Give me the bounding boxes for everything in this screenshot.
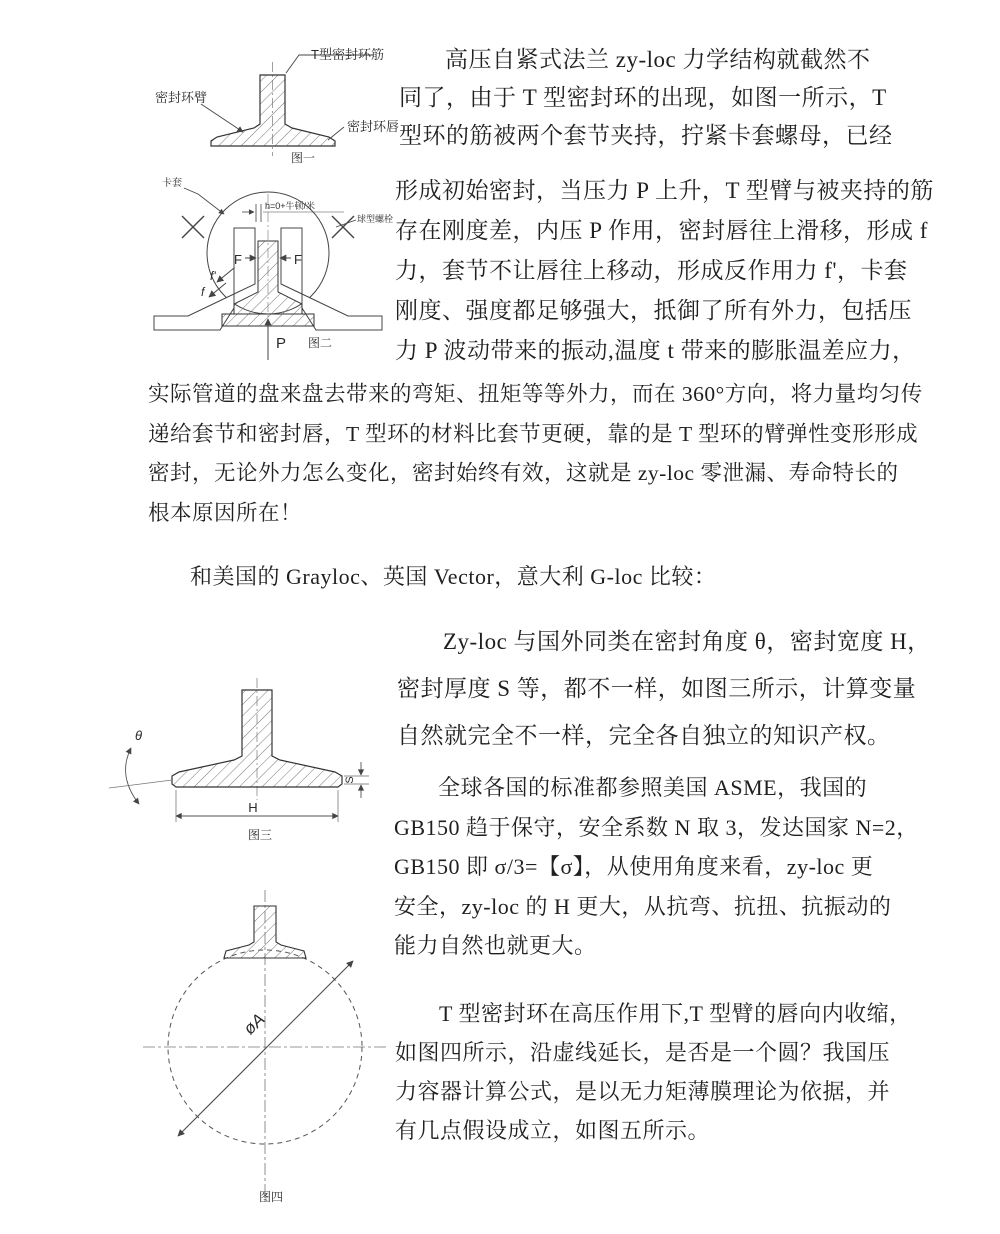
paragraph-line: GB150 即 σ/3=【σ】，从使用角度来看，zy-loc 更 <box>394 854 874 879</box>
standards-paragraph <box>394 768 919 966</box>
zyloc-difference-paragraph <box>397 618 931 759</box>
paragraph-line: 自然就完全不一样，完全各自独立的知识产权。 <box>397 723 891 748</box>
paragraph-line: 密封，无论外力怎么变化，密封始终有效，这就是 zy-loc 零泄漏、寿命特长的 <box>148 461 899 485</box>
figure-2-caption: 图二 <box>308 336 333 350</box>
reaction-force-label: f' <box>210 269 216 283</box>
force-left-label: F <box>234 252 242 267</box>
diameter-line <box>178 961 353 1136</box>
gap-label: h=0+牛顿/米 <box>265 201 316 211</box>
lip-leader-line <box>328 127 344 140</box>
paragraph-line: 型环的筋被两个套节夹持，拧紧卡套螺母，已经 <box>399 123 893 148</box>
paragraph-line: 能力自然也就更大。 <box>394 933 597 958</box>
angle-construction-line <box>109 780 172 788</box>
figure-4 <box>128 878 428 1210</box>
figure-3 <box>105 672 415 847</box>
t-ring-shape <box>224 906 306 958</box>
paragraph-line: 密封厚度 S 等，都不一样，如图三所示，计算变量 <box>397 676 917 701</box>
full-width-paragraph <box>148 375 923 533</box>
arm-leader-line <box>201 104 243 132</box>
clamp-label: 卡套 <box>162 178 182 189</box>
angle-arc <box>126 748 139 804</box>
friction-force-label: f <box>201 285 205 299</box>
paragraph-line: 存在刚度差，内压 P 作用，密封唇往上滑移，形成 f <box>395 218 928 243</box>
intro-paragraph-top <box>399 41 893 155</box>
paragraph-line: 和美国的 Grayloc、英国 Vector，意大利 G-loc 比较： <box>190 564 717 589</box>
paragraph-line: T 型密封环在高压作用下,T 型臂的唇向内收缩， <box>439 1001 912 1026</box>
paragraph-line: GB150 趋于保守，安全系数 N 取 3，发达国家 N=2， <box>394 814 919 840</box>
paragraph-line: 同了，由于 T 型密封环的出现，如图一所示，T <box>399 85 887 110</box>
paragraph-line: 全球各国的标准都参照美国 ASME，我国的 <box>438 775 868 800</box>
clamp-leader-line <box>184 188 224 214</box>
paragraph-line: 根本原因所在！ <box>148 500 303 525</box>
paragraph-line: 安全，zy-loc 的 H 更大，从抗弯、抗扭、抗振动的 <box>394 893 892 919</box>
t-ring-shape <box>211 75 335 146</box>
lip-label: 密封环唇 <box>347 119 400 134</box>
paragraph-line: 刚度、强度都足够强大，抵御了所有外力，包括压 <box>395 298 912 323</box>
paragraph-line: 力，套节不让唇往上移动，形成反作用力 f'，卡套 <box>395 258 908 283</box>
paragraph-line: Zy-loc 与国外同类在密封角度 θ，密封宽度 H， <box>443 629 931 654</box>
figure-4-caption: 图四 <box>259 1190 284 1204</box>
figure-1-caption: 图一 <box>291 151 316 165</box>
figure-2 <box>138 164 418 369</box>
pressure-label: P <box>276 335 287 352</box>
paragraph-line: 力 P 波动带来的振动,温度 t 带来的膨胀温差应力， <box>395 338 916 363</box>
paragraph-line: 高压自紧式法兰 zy-loc 力学结构就截然不 <box>445 47 871 72</box>
width-label: H <box>248 800 258 815</box>
paragraph-line: 递给套节和密封唇，T 型环的材料比套节更硬，靠的是 T 型环的臂弹性变形形成 <box>148 421 919 446</box>
paragraph-line: 实际管道的盘来盘去带来的弯矩、扭矩等等外力，而在 360°方向，将力量均匀传 <box>148 382 923 406</box>
paragraph-line: 如图四所示，沿虚线延长，是否是一个圆？我国压 <box>395 1040 891 1065</box>
diameter-label: øA <box>239 1009 269 1039</box>
rib-label: T型密封环筋 <box>311 47 384 62</box>
paragraph-line: 有几点假设成立，如图五所示。 <box>395 1118 711 1143</box>
t-ring-shape <box>172 690 342 787</box>
figure-3-caption: 图三 <box>248 828 273 842</box>
paragraph-line: 力容器计算公式，是以无力矩薄膜理论为依据，并 <box>395 1079 891 1104</box>
bolt-label: 球型螺栓 <box>357 214 394 224</box>
high-pressure-paragraph <box>395 994 912 1150</box>
angle-label: θ <box>135 728 143 743</box>
intro-paragraph-continued <box>395 171 934 371</box>
paragraph-line: 形成初始密封，当压力 P 上升，T 型臂与被夹持的筋 <box>395 178 934 203</box>
force-right-label: F <box>294 252 302 267</box>
figure-1 <box>143 40 443 172</box>
comparison-heading <box>190 562 716 592</box>
reaction-force-arrow <box>217 268 234 282</box>
arm-label: 密封环臂 <box>155 90 208 105</box>
thickness-label: S <box>344 776 356 784</box>
